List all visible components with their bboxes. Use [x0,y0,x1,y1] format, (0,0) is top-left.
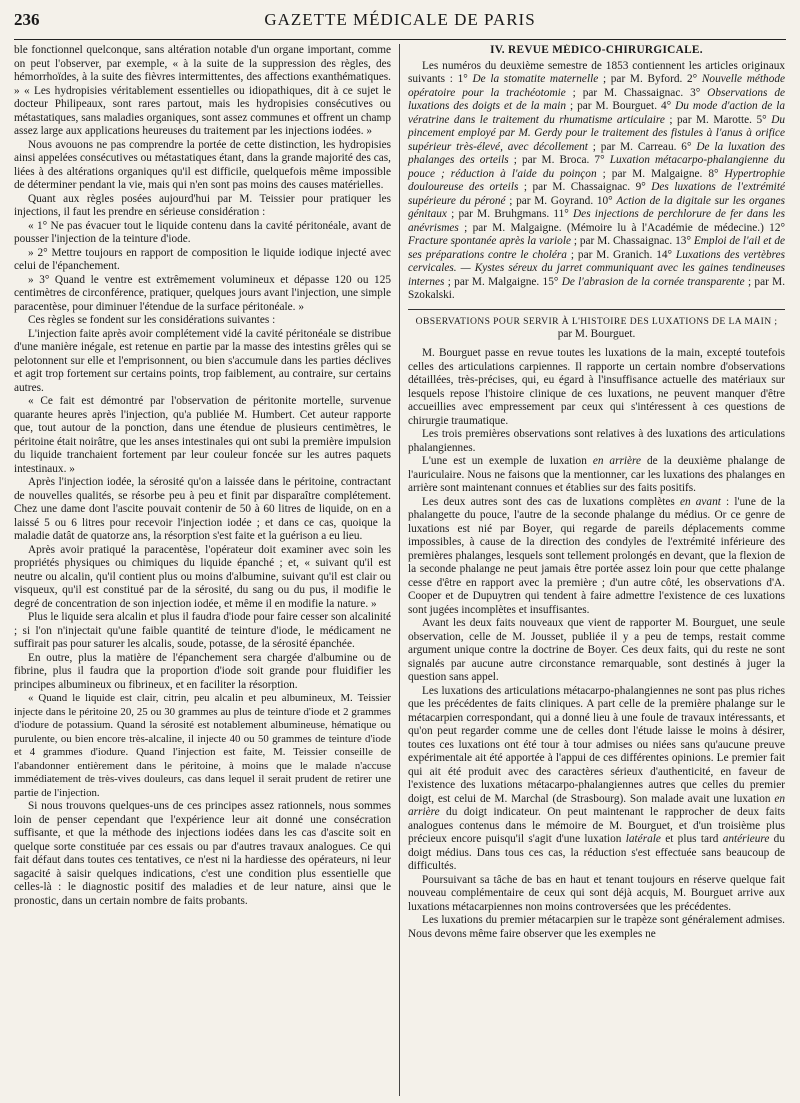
article-paragraph: Les deux autres sont des cas de luxations complètes en avant : l'une de la phalangette du pouce, l'autre de la seconde phalange du médius. Or ce genre de luxations est nié par Boyer, qui regarde de pareils déplacements comme impossibles, à cause de la direction des condyles de l'extrémité inférieure des premières phalanges, lesquels sont tellement prolongés en devant, que la flexion de la seconde phalange ne peut jamais être portée assez loin pour que cette phalange cesse d'être en rapport avec la première ; d'un autre côté, les observations d'A. Cooper et de Dupuytren qui tendent à faire admettre l'existence de ces luxations sont jugées incomplètes et insuffisantes. [408,495,785,616]
contents-entry: 3° Observations de luxations des doigts et de la main ; par M. Bourguet. [408,86,785,112]
article-paragraph: Les luxations des articulations métacarpo-phalangiennes ne sont pas plus riches que les précédentes de faits cliniques. A part celle de la première phalange sur le métacarpien correspondant, qui a donné lieu à une foule de travaux intéressants, et qu'on peut regarder comme une de celles dont l'étude laisse le moins à désirer, toutes ces luxations ont été tour à tour admises ou niées sans qu'aucune preuve expérimentale ait été apportée à l'appui de ces différentes opinions. Le premier fait qui ait été produit avec des caractères sérieux d'authenticité, en faveur de l'existence des luxations métacarpo-phalangiennes autres que celles du premier doigt, est celui de M. Marchal (de Strasbourg). Son malade avait une luxation en arrière du doigt indicateur. On peut maintenant le rapprocher de deux faits analogues contenus dans le mémoire de M. Bourguet, et d'un troisième plus précieux encore puisqu'il s'agit d'une luxation latérale et plus tard antérieure du doigt médius. Dans tous ces cas, la réduction s'est effectuée sans beaucoup de difficultés. [408,684,785,872]
article-paragraph: Après avoir pratiqué la paracentèse, l'opérateur doit examiner avec soin les propriétés physiques ou chimiques du liquide épanché ; et, « suivant qu'il est neutre ou alcalin, qu'il contient plus ou moins d'albumine, suivant qu'il est clair ou visqueux, qu'il est constitué par de la sérosité, du sang ou du pus, il modifie le degré de concentration de son injection iodée, et même il en modifie la nature. » [14,543,391,610]
contents-entry: 14° Luxations des vertèbres cervicales. — Kystes séreux du jarret communiquant avec les gaines tendineuses internes ; par M. Malgaigne. [408,248,785,288]
contents-intro: Les numéros du deuxième semestre de 1853 contiennent les articles originaux suivants : [408,59,785,85]
article-author: par M. Bourguet. [557,327,636,340]
article-paragraph: Plus le liquide sera alcalin et plus il faudra d'iode pour faire cesser son alcalinité ; si l'on n'injectait qu'une faible quantité de teinture d'iode, le médicament ne suffirait pas pour saturer les alcalis, soude, potasse, de la sérosité épanchée. [14,611,391,650]
article-paragraph: Avant les deux faits nouveaux que vient de rapporter M. Bourguet, une seule observation, celle de M. Jousset, publiée il y a peu de temps, restait comme argument unique contre la doctrine de Boyer. Ces deux faits, qui du reste ne sont signalés par aucune autre circonstance remarquable, sont destinés à juger la question sans appel. [408,617,785,683]
contents-entry: 7° Luxation métacarpo-phalangienne du pouce ; réduction à l'aide du poinçon ; par M. Malgaigne. [408,154,785,180]
page-header [14,10,786,40]
contents-entry: 8° Hypertrophie douloureuse des orteils ; par M. Chassaignac. [408,167,785,193]
contents-entry: 6° De la luxation des phalanges des orteils ; par M. Broca. [408,140,785,166]
contents-entry: 2° Nouvelle méthode opératoire pour la trachéotomie ; par M. Chassaignac. [408,73,785,99]
article-paragraph: L'injection faite après avoir complétement vidé la cavité péritonéale se distribue d'une manière inégale, est retenue en partie par la masse des intestins grêles qui se pelotonnent sur elle et l'emprisonnent, ou bien s'accumule dans les parties déclives et agit trop fortement sur certains points, trop faiblement, au contraire, sur certains autres. [14,327,391,394]
contents-entry: 13° Emploi de l'ail et de ses préparations contre le choléra ; par M. Granich. [408,235,785,261]
contents-entry: 5° Du pincement employé par M. Gerdy pour le traitement des fistules à l'anus à orifice supérieur très-élevé, avec décollement ; par M. Carreau. [408,113,785,153]
contents-list [408,60,785,303]
article-paragraph: Ces règles se fondent sur les considérations suivantes : [28,314,276,326]
article-paragraph: « Ce fait est démontré par l'observation de péritonite mortelle, survenue quarante heures après l'injection, qu'a publiée M. Humbert. Cet auteur rapporte que, tout autour de la ponction, dans une étendue de plusieurs centimètres, le péritoine était noirâtre, que les anses intestinales qui ont subi la première impulsion du liquide tranchaient fortement par leur couleur foncée sur les autres paquets intestinaux. » [14,395,391,475]
running-title: GAZETTE MÉDICALE DE PARIS [264,10,536,29]
article-paragraph: » 2° Mettre toujours en rapport de composition le liquide iodique injecté avec celui de l'épanchement. [14,246,391,272]
article-paragraph: Si nous trouvons quelques-uns de ces principes assez rationnels, nous sommes loin de penser cependant que l'expérience leur ait donné une consécration suffisante, et que la méthode des injections iodées dans les cas d'ascite soit en quelque sorte constituée par ces essais ou par d'autres travaux analogues. Ce qui fait défaut dans toutes ces tentatives, ce n'est ni la hardiesse des opérateurs, ni leur sagacité à saisir quelques indications, c'est une condition plus essentielle que celles-là : le diagnostic positif des maladies et de leur nature, ainsi que le pronostic, dans un certain nombre de faits probants. [14,800,391,907]
article-paragraph: « 1° Ne pas évacuer tout le liquide contenu dans la cavité péritonéale, avant de pousser l'injection de la teinture d'iode. [14,219,391,245]
article-paragraph: Les luxations du premier métacarpien sur le trapèze sont généralement admises. Nous devons même faire observer que les exemples ne [408,914,785,940]
article-paragraph: En outre, plus la matière de l'épanchement sera chargée d'albumine ou de fibrine, plus il faudra que la proportion d'iode soit grande pour fluidifier les principes albumineux ou fibrineux, et en faciliter la résorption. [14,651,391,691]
article-paragraph: Nous avouons ne pas comprendre la portée de cette distinction, les hydropisies ainsi appelées consécutives ou métastatiques étant, dans la grande majorité des cas, liées à des altérations organiques qu'il est difficile, quelquefois même impossible de déterminer pendant la vie, mais qui n'en sont pas moins des causes matérielles. [14,138,391,191]
article-paragraph: ble fonctionnel quelconque, sans altération notable d'un organe important, comme on peut l'observer, par exemple, « à la suite de la suppression des règles, des hémorrhoïdes, à la suite des fièvres intermittentes, des affections exanthématiques. » « Les hydropisies véritablement essentielles ou idiopathiques, dit à ce sujet le docteur Philipeaux, sont rares partout, mais les hydropisies consécutives ou métastatiques, sans maladies organiques, sont assez communes et offrent un champ assez large aux applications heureuses du traitement par les injections iodées. » [14,44,391,137]
article-paragraph: Les trois premières observations sont relatives à des luxations des articulations phalangiennes. [408,428,785,454]
contents-entry: 15° De l'abrasion de la cornée transparente ; par M. Szokalski. [408,275,785,301]
article-paragraph: Poursuivant sa tâche de bas en haut et tenant toujours en réserve quelque fait nouveau complémentaire de ceux qui sont déjà acquis, M. Bourguet arrive aux luxations métacarpiennes non moins controversées que les précédentes. [408,873,785,913]
article-paragraph: Après l'injection iodée, la sérosité qu'on a laissée dans le péritoine, contractant de nouvelles qualités, se résorbe peu à peu et finit par disparaître complétement. Chez une dame dont l'ascite pouvait contenir de 50 à 60 litres de liquide, on en a laissé 5 ou 6 litres pour recevoir l'injection iodée ; et dans ce cas, quoique la maladie datât de quatorze ans, la résorption s'est faite et la guérison a eu lieu. [14,476,391,542]
article-paragraph: L'une est un exemple de luxation en arrière de la deuxième phalange de l'auriculaire. Nous ne faisons que la mentionner, car les luxations des phalanges en arrière sont maintenant connues et établies sur des faits positifs. [408,455,785,494]
contents-entry: 1° De la stomatite maternelle ; par M. Byford. [457,73,688,85]
article-paragraph: Quant aux règles posées aujourd'hui par M. Teissier pour pratiquer les injections, il faut les prendre en sérieuse considération : [14,192,391,218]
section-title: IV. REVUE MÉDICO-CHIRURGICALE. [490,44,703,56]
contents-entry: 9° Des luxations de l'extrémité supérieure du péroné ; par M. Goyrand. [408,181,785,207]
article-paragraph: « Quand le liquide est clair, citrin, peu alcalin et peu albumineux, M. Teissier injecte dans le péritoine 20, 25 ou 30 grammes au plus de teinture d'iode et 2 grammes d'iodure de potassium. Quand la sérosité est notablement albumineuse, hématique ou purulente, ou bien encore très-alcaline, il injecte 40 ou 50 grammes de teinture d'iode et 4 grammes d'iodure. Quand l'injection est faite, M. Teissier conseille de l'abandonner entièrement dans le péritoine, à moins que le malade n'accuse immédiatement de très-vives douleurs, cas dans lequel il serait prudent de retirer une partie de l'injection. [14,692,391,799]
article-title: OBSERVATIONS POUR SERVIR À L'HISTOIRE DES LUXATIONS DE LA MAIN ; [415,315,778,327]
article-paragraph: M. Bourguet passe en revue toutes les luxations de la main, excepté toutefois celles des articulations carpiennes. Il rapporte un certain nombre d'observations détaillées, très-précises, qui, eu égard à l'insuffisance actuelle des matériaux sur lesquels repose l'histoire clinique de ces luxations, ne peuvent manquer d'être accueillies avec empressement par ceux qui s'intéressent à ces questions de chirurgie traumatique. [408,347,785,427]
contents-entry: 12° Fracture spontanée après la variole ; par M. Chassaignac. [408,221,785,247]
two-column-body [14,44,786,1096]
contents-entry: 11° Des injections de perchlorure de fer dans les anévrismes ; par M. Malgaigne. (Mémoire lu à l'Académie de médecine.) [408,208,785,234]
divider [408,309,785,310]
contents-entry: 4° Du mode d'action de la vératrine dans le traitement du rhumatisme articulaire ; par M. Marotte. [408,100,785,126]
page-number: 236 [14,10,40,29]
article-paragraph: » 3° Quand le ventre est extrêmement volumineux et dépasse 120 ou 125 centimètres de circonférence, pratiquer, quelques jours avant l'injection, une simple paracentèse, pour diminuer l'étendue de la surface péritonéale. » [14,273,391,313]
right-column [399,44,785,1096]
left-column [14,44,399,1096]
contents-entry: 10° Action de la digitale sur les organes génitaux ; par M. Bruhgmans. [408,194,785,220]
